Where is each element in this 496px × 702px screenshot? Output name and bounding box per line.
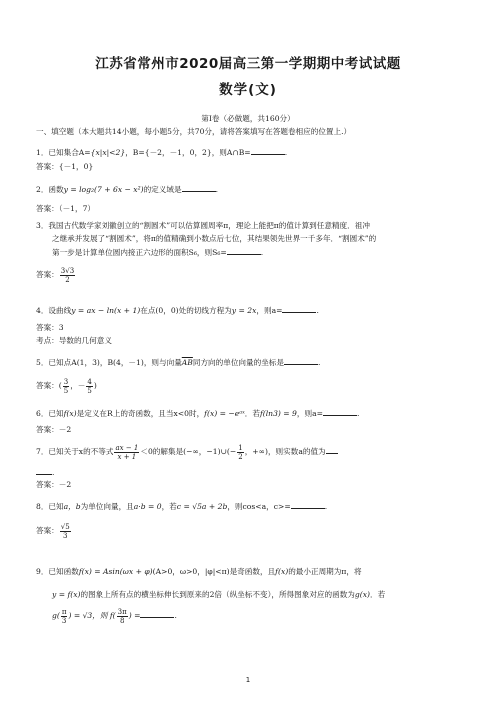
q9-pre: 9．已知函数 <box>36 567 79 576</box>
q6-mid: 是定义在R上的奇函数，且当x<0时， <box>76 409 205 418</box>
q4-math2: y = 2x <box>231 306 257 315</box>
q1-set: {x|x|<2} <box>90 148 126 157</box>
q7-mid: ＜0的解集是(−∞，−1)∪(− <box>140 447 237 456</box>
answer-blank <box>140 609 174 618</box>
q5-pre: 5．已知点A(1，3)，B(4，－1)，则与向量 <box>36 358 182 367</box>
q5-vector: $\overline{AB}$ <box>181 358 193 367</box>
q9-line3-post: ) = <box>128 611 141 620</box>
q9-math2: f(x) <box>275 567 289 576</box>
fraction-denominator: 3 <box>63 531 68 540</box>
answer-2: 答案：（－1，7） <box>36 204 96 213</box>
answer-blank <box>36 466 52 475</box>
q6-math: f(x) <box>63 409 77 418</box>
q6-math3: f(ln3) = 9 <box>259 409 297 418</box>
fraction-numerator: √5 <box>60 522 70 531</box>
q9-g: g( <box>52 611 60 620</box>
q4-post: ，则a= <box>256 306 283 315</box>
q3-line3-text: 第一步是计算单位圆内接正六边形的面积S₆，则S₆= <box>52 248 227 257</box>
q9-line2-math: g(x) <box>354 590 370 599</box>
answer-fraction-1 <box>63 378 69 395</box>
q6-math2: f(x) = −eᵃˣ <box>204 409 245 418</box>
answer-blank <box>182 183 216 192</box>
fraction-denominator: x + 1 <box>117 452 137 461</box>
q5-post: 同方向的单位向量的坐标是 <box>192 358 284 367</box>
exam-title: 江苏省常州市2020届高三第一学期期中考试试题 <box>95 56 401 72</box>
q9-post: 的最小正周期为π，将 <box>288 567 362 576</box>
q7-pre: 7．已知关于x的不等式 <box>36 447 114 456</box>
fraction-denominator: 2 <box>65 275 70 284</box>
answer-separator: ，－ <box>70 381 86 390</box>
answer-fraction <box>60 523 71 540</box>
question-3-line-1: 3．我国古代数学家刘徽创立的“割圆术”可以估算圆周率π，理论上能把π的值计算到任意精度．祖冲 <box>36 221 370 230</box>
q8-post: ，则cos<a，c>= <box>227 502 291 511</box>
q7-half <box>237 444 243 461</box>
q9-g-fraction <box>61 608 68 625</box>
answer-blank <box>284 356 318 365</box>
question-9-line-1 <box>36 566 462 577</box>
answer-7: 答案：－2 <box>36 480 72 489</box>
q2-pre: 2．函数 <box>36 185 64 194</box>
fraction-numerator: 4 <box>87 377 92 386</box>
q9-line3-mid: ) = √3，则 f( <box>68 611 116 620</box>
section-header: 第Ⅰ卷（必做题，共160分） <box>201 114 295 123</box>
q9-line2-mid: 的图象上所有点的横坐标伸长到原来的2倍（纵坐标不变），所得图象对应的函数为 <box>80 590 355 599</box>
answer-8 <box>36 518 462 544</box>
q4-math: y = ax − ln(x + 1) <box>71 306 141 315</box>
exam-subtitle: 数学(文) <box>219 82 277 98</box>
question-4: 4．设曲线y = ax − ln(x + 1)在点(0，0)处的切线方程为y = 2x，则a= . <box>36 306 319 315</box>
question-6: 6．已知f(x)是定义在R上的奇函数，且当x<0时，f(x) = −eᵃˣ．若f(ln3) = 9，则a= . <box>36 409 360 418</box>
q2-math: y = log₂(7 + 6x − x²) <box>63 185 144 194</box>
answer-label: 答案： <box>36 526 59 535</box>
answer-3 <box>36 263 462 287</box>
answer-fraction <box>60 267 75 284</box>
q6-post: ，则a= <box>296 409 323 418</box>
question-5: 5．已知点A(1，3)，B(4，－1)，则与向量$\overline{AB}$同方向的单位向量的坐标是 . <box>36 358 321 367</box>
page-number: 1 <box>245 676 251 684</box>
fraction-denominator: 5 <box>63 386 69 395</box>
q9-f-fraction <box>117 608 128 625</box>
q6-mid2: ．若 <box>244 409 260 418</box>
question-7 <box>36 441 462 463</box>
answer-blank <box>326 445 338 454</box>
question-8: 8．已知a，b为单位向量，且a·b = 0，若c = √5a + 2b，则cos<a，c>= . <box>36 502 328 511</box>
q4-pre: 4．设曲线 <box>36 306 72 315</box>
q8-math: a，b <box>63 502 81 511</box>
fraction-denominator: 8 <box>119 616 125 625</box>
fraction-numerator: 3√3 <box>60 266 75 275</box>
question-3-line-3: 第一步是计算单位圆内接正六边形的面积S₆，则S₆= . <box>52 248 264 257</box>
answer-blank <box>251 146 285 155</box>
fraction-numerator: π <box>61 607 67 616</box>
q7-post: ，+∞)，则实数a的值为 <box>244 447 326 456</box>
answer-4: 答案：3 <box>36 323 64 332</box>
q8-mid2: ，若 <box>161 502 177 511</box>
question-7-cont: . <box>36 466 462 478</box>
question-1: 1．已知集合A={x|x|<2}，B={－2，－1，0，2}，则A∩B= . <box>36 148 288 157</box>
fraction-denominator: 5 <box>87 386 92 395</box>
fraction-denominator: 2 <box>238 452 243 461</box>
q8-mid: 为单位向量，且 <box>80 502 134 511</box>
fraction-numerator: 3 <box>63 377 69 386</box>
question-9-line-2 <box>52 589 462 600</box>
fraction-numerator: 1 <box>238 443 243 452</box>
fraction-denominator: 3 <box>61 616 67 625</box>
q7-fraction <box>114 444 139 461</box>
q1-pre: 1．已知集合A= <box>36 148 91 157</box>
q9-mid: (A>0，ω>0，|φ|<π)是奇函数，且 <box>152 567 276 576</box>
q9-line2-post: ．若 <box>369 590 386 599</box>
q2-post: 的定义域是 <box>143 185 182 194</box>
q8-math3: c = √5a + 2b <box>176 502 228 511</box>
answer-5 <box>36 374 462 398</box>
question-9-line-3: g( $\frac{\pi}{3}$ ) = √3，则 f( $\frac{3\pi}{8}$ ) = . <box>52 607 177 625</box>
answer-6: 答案：－2 <box>36 425 72 434</box>
answer-blank <box>291 500 325 509</box>
answer-1: 答案：{－1，0} <box>36 162 94 171</box>
q4-mid: 在点(0，0)处的切线方程为 <box>140 306 232 315</box>
q8-pre: 8．已知 <box>36 502 64 511</box>
fraction-numerator: ax − 1 <box>115 443 139 452</box>
answer-blank <box>282 304 316 313</box>
q1-post: ，B={－2，－1，0，2}，则A∩B= <box>125 148 251 157</box>
note-4: 考点：导数的几何意义 <box>36 336 112 345</box>
q9-line2-pre: y = f(x) <box>52 590 81 599</box>
q6-pre: 6．已知 <box>36 409 64 418</box>
part1-header: 一、填空题（本大题共14小题，每小题5分，共70分，请将答案填写在答题卷相应的位置上.） <box>36 127 352 136</box>
q9-math: f(x) = Asin(ωx + φ) <box>78 567 153 576</box>
fraction-numerator: 3π <box>117 607 127 616</box>
answer-close: ) <box>93 381 97 390</box>
q8-math2: a·b = 0 <box>133 502 162 511</box>
question-2: 2．函数y = log₂(7 + 6x − x²)的定义域是 . <box>36 185 218 194</box>
answer-blank <box>323 407 357 416</box>
question-3-line-2: 之继承并发展了“割圆术”，将π的值精确到小数点后七位，其结果领先世界一千多年．“割圆术”的 <box>52 234 377 243</box>
answer-label: 答案：( <box>36 381 62 390</box>
answer-blank <box>227 246 261 255</box>
answer-label: 答案： <box>36 270 59 279</box>
answer-fraction-2 <box>86 378 92 395</box>
